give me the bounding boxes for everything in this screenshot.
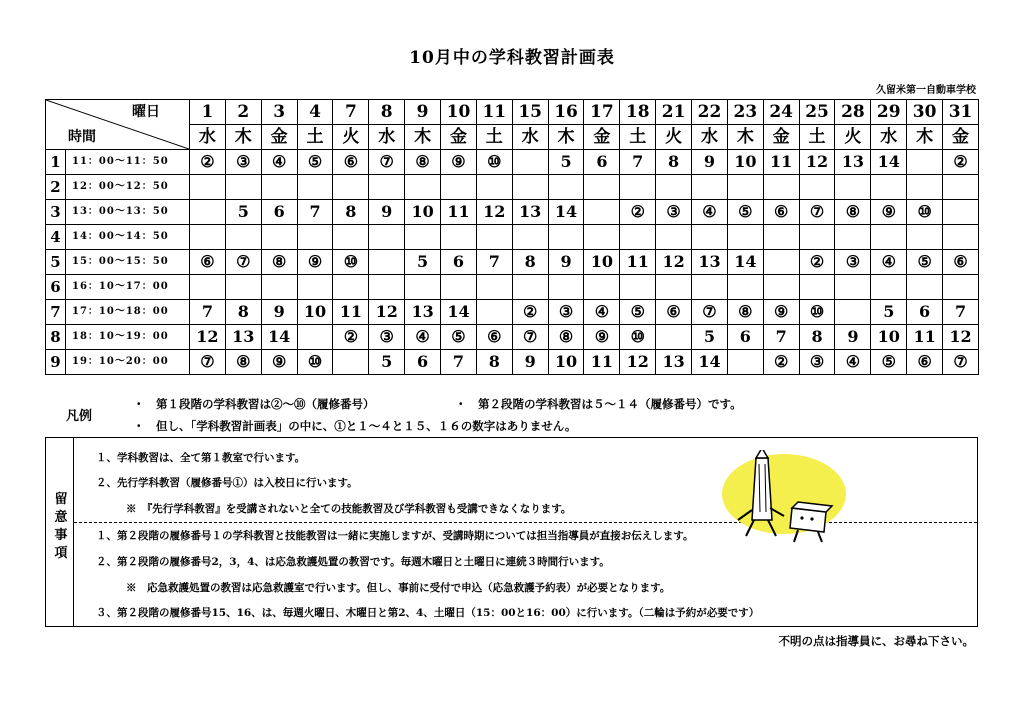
schedule-cell: 11 [620,250,656,275]
weekday-cell: 火 [656,125,692,150]
date-cell: 15 [512,100,548,125]
schedule-cell: 6 [261,200,297,225]
schedule-cell: ⑥ [943,250,979,275]
schedule-cell: ⑤ [871,350,907,375]
date-cell: 23 [727,100,763,125]
schedule-cell: 13 [692,250,728,275]
schedule-cell: 5 [871,300,907,325]
schedule-cell [584,175,620,200]
schedule-cell: 14 [261,325,297,350]
schedule-cell: ⑤ [297,150,333,175]
schedule-cell [727,175,763,200]
schedule-cell [656,275,692,300]
schedule-cell: ⑩ [620,325,656,350]
schedule-cell [548,275,584,300]
period-row [46,250,979,275]
schedule-cell [835,225,871,250]
note-2: ２、先行学科教習（履修番号①）は入校日に行います。 [96,477,358,489]
period-time: 13：00～13：50 [66,200,190,225]
weekday-cell: 金 [261,125,297,150]
schedule-cell: 12 [799,150,835,175]
schedule-cell: ⑧ [405,150,441,175]
schedule-cell [620,225,656,250]
yellow-circle-icon [722,454,846,534]
note-4: １、第２段階の履修番号１の学科教習と技能教習は一緒に実施しますが、受講時期については担当指導員が直接お伝えします。 [96,530,694,542]
weekday-cell: 木 [907,125,943,150]
period-row [46,325,979,350]
period-time: 14：00～14：50 [66,225,190,250]
schedule-cell: 6 [907,300,943,325]
schedule-cell: ⑧ [225,350,261,375]
schedule-cell: ④ [584,300,620,325]
schedule-cell [871,275,907,300]
period-time: 15：00～15：50 [66,250,190,275]
schedule-cell: ⑦ [692,300,728,325]
schedule-cell: ⑨ [441,150,477,175]
schedule-cell [943,200,979,225]
schedule-cell: ⑨ [763,300,799,325]
schedule-cell: ③ [548,300,584,325]
schedule-cell [190,225,226,250]
schedule-cell [907,150,943,175]
schedule-cell [476,225,512,250]
period-time: 18：10～19：00 [66,325,190,350]
pencil-eraser-illustration [706,450,846,550]
schedule-cell: ⑦ [512,325,548,350]
schedule-cell: 7 [943,300,979,325]
schedule-cell: 8 [225,300,261,325]
date-cell: 29 [871,100,907,125]
schedule-cell: 10 [405,200,441,225]
schedule-cell [692,225,728,250]
note-7: ３、第２段階の履修番号15、16、は、毎週火曜日、木曜日と第2、4、土曜日（15：00と16：00）に行います。（二輪は予約が必要です） [96,607,760,619]
schedule-cell [369,275,405,300]
schedule-cell [297,225,333,250]
schedule-cell: ④ [692,200,728,225]
schedule-cell: ⑦ [799,200,835,225]
schedule-cell: 6 [405,350,441,375]
schedule-cell: 8 [656,150,692,175]
schedule-cell [512,150,548,175]
schedule-cell [727,275,763,300]
date-cell: 22 [692,100,728,125]
schedule-cell: ⑤ [907,250,943,275]
schedule-cell: ④ [405,325,441,350]
note-5: ２、第２段階の履修番号2，3，4、は応急救護処置の教習です。毎週木曜日と土曜日に連続３時間行います。 [96,556,610,568]
schedule-cell [835,300,871,325]
schedule-cell [656,225,692,250]
schedule-cell: ⑦ [943,350,979,375]
weekday-cell: 木 [405,125,441,150]
schedule-cell: ⑩ [333,250,369,275]
schedule-cell [369,225,405,250]
period-number: 8 [46,325,66,350]
schedule-cell: 5 [405,250,441,275]
schedule-cell: 14 [871,150,907,175]
schedule-cell [297,325,333,350]
period-number: 6 [46,275,66,300]
schedule-cell [261,175,297,200]
legend-exception: ・ 但し、「学科教習計画表」の中に、①と１～４と１５、１６の数字はありません。 [133,419,577,433]
schedule-cell: 11 [907,325,943,350]
schedule-cell: 12 [369,300,405,325]
schedule-cell: ② [799,250,835,275]
notes-box [45,437,978,627]
notes-side-label: 留意事項 [54,492,68,561]
weekday-cell: 水 [512,125,548,150]
weekday-cell: 水 [369,125,405,150]
date-row [46,100,979,125]
period-number: 5 [46,250,66,275]
schedule-cell: 8 [512,250,548,275]
schedule-cell: 11 [763,150,799,175]
schedule-cell: ② [190,150,226,175]
schedule-cell: 6 [727,325,763,350]
schedule-cell: 14 [548,200,584,225]
schedule-cell [943,175,979,200]
schedule-cell: 12 [190,325,226,350]
schedule-cell: ⑩ [799,300,835,325]
schedule-cell: ② [333,325,369,350]
schedule-cell: 14 [727,250,763,275]
schedule-cell: ② [512,300,548,325]
period-time: 16：10～17：00 [66,275,190,300]
schedule-cell [620,275,656,300]
schedule-cell: ② [620,200,656,225]
schedule-cell: 5 [548,150,584,175]
schedule-cell: 13 [405,300,441,325]
schedule-cell [799,225,835,250]
schedule-cell: 8 [333,200,369,225]
schedule-cell: ⑥ [763,200,799,225]
period-number: 7 [46,300,66,325]
schedule-cell: ⑩ [476,150,512,175]
schedule-cell [835,275,871,300]
schedule-cell: 9 [835,325,871,350]
schedule-cell [441,225,477,250]
schedule-cell [799,175,835,200]
schedule-cell: 7 [441,350,477,375]
schedule-cell: 8 [799,325,835,350]
schedule-cell: 11 [584,350,620,375]
schedule-cell: 12 [656,250,692,275]
schedule-cell [225,175,261,200]
schedule-cell: 5 [369,350,405,375]
schedule-cell [871,225,907,250]
period-number: 1 [46,150,66,175]
weekday-cell: 水 [692,125,728,150]
schedule-cell [548,175,584,200]
schedule-cell [441,275,477,300]
header-corner [46,100,190,150]
date-cell: 24 [763,100,799,125]
date-cell: 3 [261,100,297,125]
schedule-cell: 7 [297,200,333,225]
schedule-cell [727,225,763,250]
schedule-cell: 10 [548,350,584,375]
schedule-cell [476,300,512,325]
schedule-cell: 6 [584,150,620,175]
period-time: 11：00～11：50 [66,150,190,175]
schedule-cell: 10 [727,150,763,175]
schedule-cell [512,275,548,300]
weekday-cell: 土 [799,125,835,150]
schedule-cell [190,275,226,300]
date-cell: 25 [799,100,835,125]
schedule-cell: ⑥ [656,300,692,325]
date-cell: 28 [835,100,871,125]
schedule-cell: 12 [943,325,979,350]
schedule-cell [225,225,261,250]
schedule-cell: 7 [763,325,799,350]
schedule-cell: ⑧ [835,200,871,225]
schedule-cell: 7 [620,150,656,175]
schedule-cell [763,250,799,275]
schedule-cell: 6 [441,250,477,275]
schedule-cell [405,225,441,250]
period-row [46,275,979,300]
schedule-cell: ⑥ [333,150,369,175]
schedule-cell: ⑥ [190,250,226,275]
schedule-cell [476,275,512,300]
notes-side [46,438,74,626]
schedule-cell: ⑤ [620,300,656,325]
schedule-cell: 14 [692,350,728,375]
schedule-cell [297,275,333,300]
schedule-cell: 9 [512,350,548,375]
schedule-cell [369,250,405,275]
schedule-cell [907,175,943,200]
period-row [46,200,979,225]
period-number: 4 [46,225,66,250]
weekday-cell: 土 [297,125,333,150]
schedule-cell: 5 [692,325,728,350]
weekday-cell: 火 [333,125,369,150]
schedule-cell: ⑨ [297,250,333,275]
period-number: 9 [46,350,66,375]
legend-stage2: ・ 第２段階の学科教習は５～１４（履修番号）です。 [455,397,742,411]
schedule-cell: ③ [225,150,261,175]
period-number: 3 [46,200,66,225]
corner-weekday-label: 曜日 [132,104,160,120]
schedule-table [45,99,979,375]
schedule-cell: 13 [225,325,261,350]
corner-time-label: 時間 [68,129,96,145]
schedule-cell [441,175,477,200]
schedule-cell: ③ [799,350,835,375]
schedule-cell: ⑥ [476,325,512,350]
schedule-cell: 9 [369,200,405,225]
schedule-cell: 11 [441,200,477,225]
date-cell: 4 [297,100,333,125]
schedule-cell: 12 [620,350,656,375]
period-time: 12：00～12：50 [66,175,190,200]
weekday-cell: 金 [584,125,620,150]
schedule-cell [763,175,799,200]
date-cell: 2 [225,100,261,125]
footer-note: 不明の点は指導員に、お尋ね下さい。 [778,634,974,648]
period-time: 19：10～20：00 [66,350,190,375]
schedule-cell [405,275,441,300]
period-row [46,225,979,250]
weekday-cell: 木 [727,125,763,150]
schedule-cell: ⑩ [297,350,333,375]
schedule-cell: 7 [476,250,512,275]
note-6: ※ 応急救護処置の教習は応急救護室で行います。但し、事前に受付で申込（応急救護予約表）が必要となります。 [126,582,671,594]
schedule-cell [692,275,728,300]
date-cell: 10 [441,100,477,125]
schedule-cell: ④ [261,150,297,175]
period-row [46,300,979,325]
schedule-cell: 9 [548,250,584,275]
period-row [46,350,979,375]
schedule-cell [763,275,799,300]
schedule-cell [584,200,620,225]
schedule-cell: ⑦ [225,250,261,275]
note-3: ※ 『先行学科教習』を受講されないと全ての技能教習及び学科教習も受講できなくなります。 [126,503,572,515]
schedule-cell [943,275,979,300]
schedule-cell: ② [763,350,799,375]
weekday-cell: 水 [871,125,907,150]
schedule-cell [190,200,226,225]
period-time: 17：10～18：00 [66,300,190,325]
schedule-cell: 14 [441,300,477,325]
schedule-cell: 13 [512,200,548,225]
schedule-cell [907,275,943,300]
date-cell: 21 [656,100,692,125]
schedule-cell: 9 [261,300,297,325]
schedule-cell [656,175,692,200]
weekday-cell: 土 [476,125,512,150]
schedule-cell [333,225,369,250]
schedule-cell [799,275,835,300]
schedule-cell: 10 [871,325,907,350]
schedule-cell [512,225,548,250]
schedule-cell: ⑧ [727,300,763,325]
schedule-cell: 12 [476,200,512,225]
schedule-cell [943,225,979,250]
schedule-cell [548,225,584,250]
weekday-cell: 金 [763,125,799,150]
date-cell: 18 [620,100,656,125]
schedule-cell: ③ [656,200,692,225]
schedule-cell [871,175,907,200]
schedule-cell [727,350,763,375]
date-cell: 30 [907,100,943,125]
date-cell: 8 [369,100,405,125]
eraser-character-icon [790,502,832,542]
weekday-cell: 金 [943,125,979,150]
weekday-cell: 火 [835,125,871,150]
date-cell: 1 [190,100,226,125]
schedule-cell: ⑦ [369,150,405,175]
weekday-cell: 金 [441,125,477,150]
legend-stage1: ・ 第１段階の学科教習は②～⑩（履修番号） [133,397,375,411]
page-title: 10月中の学科教習計画表 [409,48,615,68]
schedule-cell: ⑨ [871,200,907,225]
schedule-cell [584,275,620,300]
schedule-cell: ⑥ [907,350,943,375]
schedule-cell: 5 [225,200,261,225]
schedule-cell [835,175,871,200]
schedule-cell: 8 [476,350,512,375]
schedule-cell: 13 [656,350,692,375]
schedule-cell: 10 [584,250,620,275]
schedule-cell: ② [943,150,979,175]
schedule-cell [907,225,943,250]
schedule-cell: 9 [692,150,728,175]
schedule-cell: ④ [871,250,907,275]
schedule-cell: 13 [835,150,871,175]
schedule-cell [512,175,548,200]
weekday-cell: 木 [225,125,261,150]
schedule-cell [333,275,369,300]
schedule-cell [763,225,799,250]
period-row [46,150,979,175]
schedule-cell: 10 [297,300,333,325]
schedule-cell: ⑨ [261,350,297,375]
school-name: 久留米第一自動車学校 [876,85,976,96]
schedule-cell [476,175,512,200]
weekday-cell: 土 [620,125,656,150]
date-cell: 16 [548,100,584,125]
schedule-cell: ⑤ [727,200,763,225]
schedule-cell: 7 [190,300,226,325]
note-1: １、学科教習は、全て第１教室で行います。 [96,452,306,464]
date-cell: 31 [943,100,979,125]
schedule-cell: ③ [835,250,871,275]
schedule-cell: ④ [835,350,871,375]
date-cell: 9 [405,100,441,125]
schedule-cell [584,225,620,250]
schedule-cell [225,275,261,300]
schedule-cell [333,350,369,375]
date-cell: 7 [333,100,369,125]
schedule-cell: ③ [369,325,405,350]
schedule-cell [405,175,441,200]
schedule-cell [190,175,226,200]
schedule-cell [656,325,692,350]
period-rows [46,150,979,375]
schedule-cell: ⑦ [190,350,226,375]
schedule-cell: 11 [333,300,369,325]
schedule-cell: ⑧ [261,250,297,275]
date-cell: 17 [584,100,620,125]
schedule-cell [692,175,728,200]
weekday-cell: 水 [190,125,226,150]
schedule-cell: ⑧ [548,325,584,350]
schedule-cell [369,175,405,200]
schedule-cell [261,275,297,300]
schedule-cell [261,225,297,250]
schedule-cell: ⑤ [441,325,477,350]
date-cell: 11 [476,100,512,125]
period-number: 2 [46,175,66,200]
period-row [46,175,979,200]
schedule-cell [620,175,656,200]
schedule-cell: ⑨ [584,325,620,350]
schedule-cell [333,175,369,200]
schedule-cell: ⑩ [907,200,943,225]
weekday-cell: 木 [548,125,584,150]
legend-label: 凡例 [66,409,93,424]
schedule-cell [297,175,333,200]
